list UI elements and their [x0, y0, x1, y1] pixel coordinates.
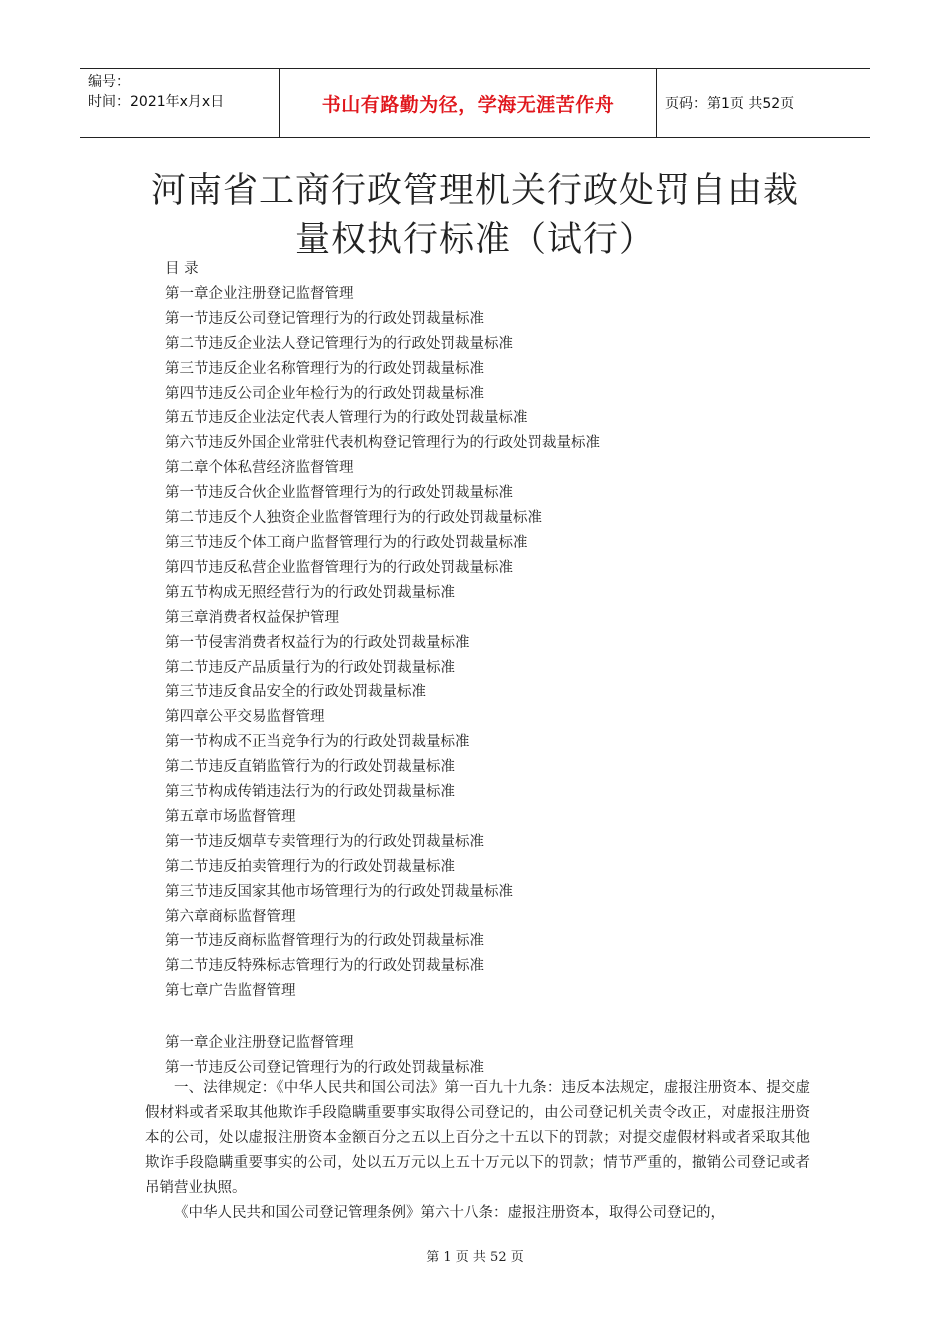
document-title-line2: 量权执行标准（试行） — [294, 220, 655, 260]
toc-item: 第一节构成不正当竞争行为的行政处罚裁量标准 — [165, 734, 470, 751]
toc-item: 第五章市场监督管理 — [165, 808, 296, 825]
toc-item: 第二节违反直销监管行为的行政处罚裁量标准 — [165, 759, 455, 776]
toc-item: 第三节违反个体工商户监督管理行为的行政处罚裁量标准 — [165, 534, 528, 551]
toc-item: 第五节违反企业法定代表人管理行为的行政处罚裁量标准 — [165, 410, 528, 427]
header-page-info: 页码：第1页 共52页 — [665, 96, 795, 112]
toc-item: 第一节侵害消费者权益行为的行政处罚裁量标准 — [165, 634, 470, 651]
toc-item: 第四章公平交易监督管理 — [165, 709, 325, 726]
toc-item: 第二节违反拍卖管理行为的行政处罚裁量标准 — [165, 858, 455, 875]
toc-item: 第六章商标监督管理 — [165, 908, 296, 925]
toc-item: 第一节违反烟草专卖管理行为的行政处罚裁量标准 — [165, 833, 484, 850]
body-paragraph-2: 《中华人民共和国公司登记管理条例》第六十八条：虚报注册资本，取得公司登记的， — [174, 1205, 725, 1221]
toc-item: 第二节违反企业法人登记管理行为的行政处罚裁量标准 — [165, 335, 513, 352]
toc-item: 第三节构成传销违法行为的行政处罚裁量标准 — [165, 784, 455, 801]
toc-item: 第一节违反公司登记管理行为的行政处罚裁量标准 — [165, 310, 484, 327]
number-label: 编号： — [88, 74, 130, 90]
toc-item: 第二节违反特殊标志管理行为的行政处罚裁量标准 — [165, 958, 484, 975]
table-of-contents — [165, 257, 600, 1004]
document-title-line1: 河南省工商行政管理机关行政处罚自由裁 — [150, 171, 799, 211]
toc-item: 第二章个体私营经济监督管理 — [165, 460, 354, 477]
toc-item: 第六节违反外国企业常驻代表机构登记管理行为的行政处罚裁量标准 — [165, 435, 600, 452]
document-header — [80, 68, 870, 138]
time-label: 时间：2021年x月x日 — [88, 94, 225, 110]
toc-item: 第五节构成无照经营行为的行政处罚裁量标准 — [165, 584, 455, 601]
body-paragraph-1: 一、法律规定：《中华人民共和国公司法》第一百九十九条：违反本法规定，虚报注册资本、提交虚假材料或者采取其他欺诈手段隐瞒重要事实取得公司登记的，由公司登记机关责令改正，对虚报注册资本的公司，处以虚报注册资本金额百分之五以上百分之十五以下的罚款；对提交虚假材料或者采取其他欺诈手段隐瞒重要事实的公司，处以五万元以上五十万元以下的罚款；情节严重的，撤销公司登记或者吊销营业执照。 — [145, 1080, 810, 1196]
page-footer: 第 1 页 共 52 页 — [426, 1250, 524, 1265]
toc-heading: 目 录 — [165, 261, 199, 277]
toc-item: 第四节违反公司企业年检行为的行政处罚裁量标准 — [165, 385, 484, 402]
chapter-heading: 第一章企业注册登记监督管理 — [165, 1035, 354, 1051]
toc-item: 第四节违反私营企业监督管理行为的行政处罚裁量标准 — [165, 559, 513, 576]
toc-item: 第二节违反产品质量行为的行政处罚裁量标准 — [165, 659, 455, 676]
toc-item: 第一节违反商标监督管理行为的行政处罚裁量标准 — [165, 933, 484, 950]
toc-item: 第三节违反国家其他市场管理行为的行政处罚裁量标准 — [165, 883, 513, 900]
toc-item: 第三节违反食品安全的行政处罚裁量标准 — [165, 684, 426, 701]
toc-item: 第三章消费者权益保护管理 — [165, 609, 339, 626]
section-heading: 第一节违反公司登记管理行为的行政处罚裁量标准 — [165, 1060, 484, 1076]
toc-item: 第一章企业注册登记监督管理 — [165, 285, 354, 302]
toc-item: 第二节违反个人独资企业监督管理行为的行政处罚裁量标准 — [165, 510, 542, 527]
header-meta — [80, 69, 280, 137]
toc-item: 第三节违反企业名称管理行为的行政处罚裁量标准 — [165, 360, 484, 377]
toc-item: 第一节违反合伙企业监督管理行为的行政处罚裁量标准 — [165, 485, 513, 502]
header-motto: 书山有路勤为径，学海无涯苦作舟 — [280, 69, 657, 137]
toc-item: 第七章广告监督管理 — [165, 983, 296, 1000]
